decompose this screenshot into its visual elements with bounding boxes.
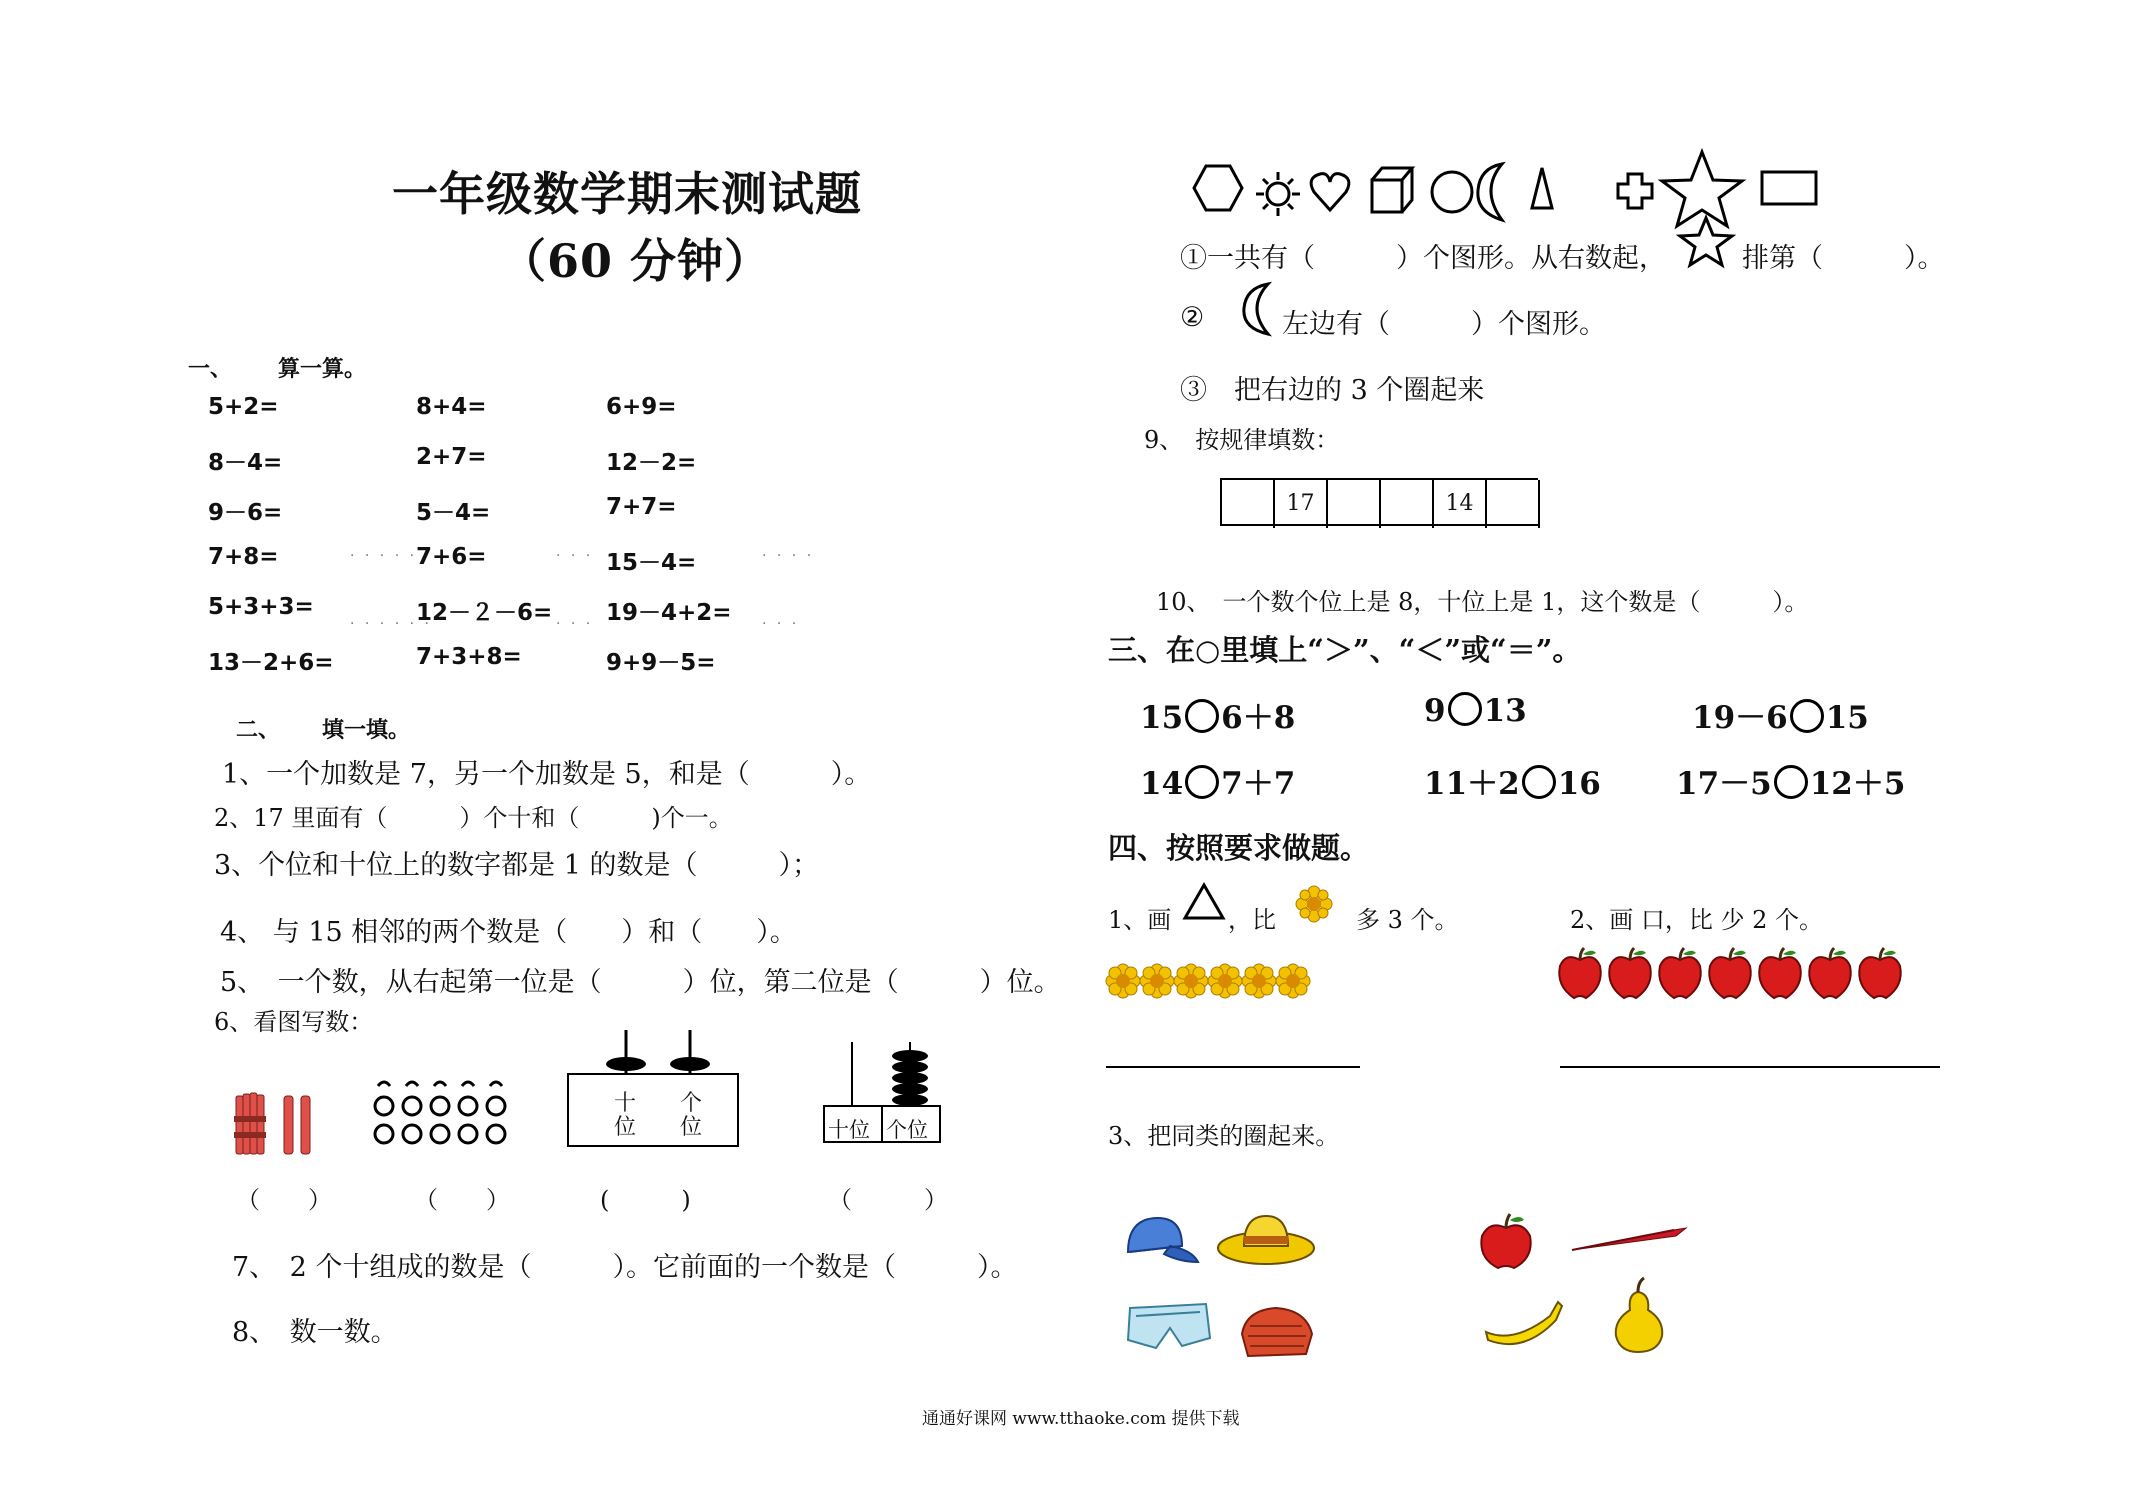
- calc-problem: 2+7=: [416, 444, 487, 470]
- s4-q1-a: 1、画: [1108, 906, 1172, 934]
- flower-icon: [1140, 964, 1174, 998]
- compare-left: 19－6: [1692, 700, 1788, 736]
- dots: · · · · ·: [350, 548, 418, 564]
- rectangle-icon: [1762, 172, 1816, 204]
- compare-right: 13: [1483, 693, 1527, 729]
- heart-icon: [1311, 174, 1349, 210]
- apple-icon: [1659, 948, 1700, 998]
- sequence-cell: 17: [1275, 480, 1328, 528]
- page-title: 一年级数学期末测试题: [392, 167, 862, 221]
- sweater-icon[interactable]: [1236, 1304, 1316, 1360]
- abacus-label-ten-1: 十: [614, 1091, 637, 1116]
- sequence-cell[interactable]: [1328, 480, 1381, 528]
- calc-problem: 12－２－6=: [416, 600, 553, 626]
- triangle-icon: [1182, 882, 1226, 922]
- blank-2[interactable]: （ ）: [414, 1186, 510, 1214]
- compare-right: 15: [1825, 700, 1869, 736]
- section2-name: 填一填。: [322, 717, 411, 743]
- compare-circle[interactable]: [1448, 692, 1482, 726]
- apple-icon[interactable]: [1476, 1212, 1536, 1272]
- triangle-icon: [1532, 168, 1552, 208]
- fill-q2: 2、17 里面有（ ）个十和（ )个一。: [214, 804, 733, 832]
- compare-right: 6＋8: [1221, 700, 1296, 736]
- calc-problem: 13－2+6=: [208, 650, 334, 676]
- section3-heading: 三、在○里填上“＞”、“＜”或“＝”。: [1108, 633, 1582, 667]
- calc-problem: 19－4+2=: [606, 600, 732, 626]
- calc-problem: 9+9－5=: [606, 650, 716, 676]
- compare-item-4: [1140, 758, 1295, 803]
- shape-row-icon: [1190, 150, 1810, 226]
- compare-left: 15: [1140, 700, 1184, 736]
- compare-item-5: [1424, 758, 1601, 803]
- abacus-label-one-2: 位: [680, 1115, 703, 1140]
- abacus-label-one-1: 个: [680, 1091, 703, 1116]
- compare-left: 9: [1424, 693, 1446, 729]
- flower-icon: [1174, 964, 1208, 998]
- dots: · · ·: [762, 616, 800, 632]
- cap-icon[interactable]: [1120, 1212, 1200, 1272]
- apple-icon: [1809, 948, 1850, 998]
- compare-item-2: [1424, 692, 1527, 729]
- abacus-label-ten-2: 位: [614, 1115, 637, 1140]
- compare-right: 16: [1557, 766, 1601, 802]
- sequence-cell[interactable]: [1381, 480, 1434, 528]
- stick-bundle-icon: [234, 1090, 324, 1160]
- sequence-cell[interactable]: [1487, 480, 1540, 528]
- apple-icon: [1559, 948, 1600, 998]
- flower-icon: [1276, 964, 1310, 998]
- compare-circle[interactable]: [1185, 699, 1219, 733]
- sun-icon: [1256, 172, 1300, 216]
- blank-4[interactable]: （ ）: [828, 1186, 948, 1214]
- moon-icon: [1478, 164, 1502, 220]
- compare-left: 11＋2: [1424, 766, 1520, 802]
- fill-q6: 6、看图写数：: [214, 1008, 374, 1036]
- sequence-cell: 14: [1434, 480, 1487, 528]
- cross-icon: [1618, 174, 1652, 208]
- q8-part1-a: ①一共有（ ）个图形。从右数起，: [1180, 243, 1666, 274]
- flower-icon: [1208, 964, 1242, 998]
- flower-icon: [1106, 964, 1140, 998]
- compare-left: 17－5: [1676, 766, 1772, 802]
- hexagon-icon: [1194, 166, 1242, 210]
- cube-icon: [1372, 168, 1412, 212]
- calc-problem: 6+9=: [606, 394, 677, 420]
- q9-label: 9、 按规律填数：: [1144, 426, 1340, 454]
- q8-part2-num: ②: [1180, 302, 1205, 333]
- answer-line[interactable]: [1106, 1066, 1360, 1068]
- answer-line[interactable]: [1560, 1066, 1940, 1068]
- calc-problem: 7+8=: [208, 544, 279, 570]
- s4-q2: 2、画 口，比 少 2 个。: [1570, 906, 1824, 934]
- calc-problem: 7+3+8=: [416, 644, 522, 670]
- fill-q7: 7、 2 个十组成的数是（ ）。它前面的一个数是（ ）。: [232, 1252, 1018, 1283]
- sequence-cell[interactable]: [1222, 480, 1275, 528]
- flower-icon: [1296, 886, 1332, 922]
- fill-q8: 8、 数一数。: [232, 1317, 398, 1348]
- apple-icon: [1709, 948, 1750, 998]
- q8-part3: ③ 把右边的 3 个圈起来: [1180, 375, 1485, 406]
- pear-icon[interactable]: [1608, 1276, 1670, 1356]
- fill-q4: 4、 与 15 相邻的两个数是（ ）和（ ）。: [220, 917, 797, 948]
- apple-row-icon: [1556, 946, 1906, 1002]
- abacus2-label-one: 个位: [886, 1118, 928, 1142]
- abacus2-label-ten: 十位: [828, 1118, 870, 1142]
- moon-icon: [1238, 282, 1278, 338]
- compare-item-6: [1676, 758, 1905, 803]
- section4-heading: 四、按照要求做题。: [1108, 831, 1370, 865]
- apple-icon: [1609, 948, 1650, 998]
- compare-right: 7＋7: [1221, 766, 1296, 802]
- compare-circle[interactable]: [1185, 765, 1219, 799]
- calc-problem: 5－4=: [416, 500, 491, 526]
- circle-icon: [1432, 172, 1472, 212]
- apple-icon: [1759, 948, 1800, 998]
- banana-icon[interactable]: [1484, 1298, 1564, 1348]
- fill-q1: 1、一个加数是 7，另一个加数是 5，和是（ ）。: [222, 759, 872, 790]
- bead-counters-icon: [372, 1076, 520, 1150]
- calc-problem: 9－6=: [208, 500, 283, 526]
- calc-problem: 15－4=: [606, 550, 697, 576]
- calc-problem: 7+7=: [606, 494, 677, 520]
- star-icon: [1662, 152, 1742, 226]
- fill-q5: 5、 一个数，从右起第一位是（ ）位，第二位是（ ）位。: [220, 967, 1061, 998]
- apple-icon: [1859, 948, 1900, 998]
- flower-row-icon: [1106, 964, 1316, 1000]
- star-icon: [1676, 216, 1736, 268]
- q8-part2: 左边有（ ）个图形。: [1282, 309, 1606, 340]
- compare-left: 14: [1140, 766, 1184, 802]
- dots: · · ·: [556, 616, 594, 632]
- compare-right: 12＋5: [1809, 766, 1906, 802]
- dots: · · · · · ·: [350, 616, 432, 632]
- sequence-boxes: [1220, 478, 1538, 526]
- pencil-icon[interactable]: [1570, 1224, 1690, 1254]
- compare-circle[interactable]: [1790, 699, 1824, 733]
- straw-hat-icon[interactable]: [1216, 1206, 1318, 1270]
- q8-part1-b: 排第（ ）。: [1742, 243, 1945, 274]
- section1-name: 算一算。: [278, 356, 367, 382]
- abacus-icon: [566, 1026, 742, 1150]
- fill-q3: 3、个位和十位上的数字都是 1 的数是（ ）；: [214, 850, 820, 881]
- s4-q1-b: ，比: [1228, 906, 1276, 934]
- blank-3[interactable]: ( ): [600, 1186, 691, 1214]
- section2-label: 二、: [236, 717, 281, 743]
- dots: · · · ·: [762, 548, 815, 564]
- dots: · · ·: [556, 548, 594, 564]
- section1-label: 一、: [188, 356, 233, 382]
- s4-q3: 3、把同类的圈起来。: [1108, 1122, 1340, 1150]
- compare-item-3: [1692, 692, 1869, 737]
- calc-problem: 5+2=: [208, 394, 279, 420]
- footer: 通通好课网 www.tthaoke.com 提供下载: [922, 1409, 1240, 1429]
- q10: 10、 一个数个位上是 8，十位上是 1，这个数是（ ）。: [1156, 588, 1809, 616]
- page-subtitle: （60 分钟）: [500, 234, 772, 288]
- calc-problem: 8+4=: [416, 394, 487, 420]
- compare-circle[interactable]: [1522, 765, 1556, 799]
- calc-problem: 7+6=: [416, 544, 487, 570]
- compare-item-1: [1140, 692, 1295, 737]
- shorts-icon[interactable]: [1126, 1302, 1212, 1352]
- calc-problem: 5+3+3=: [208, 594, 314, 620]
- compare-circle[interactable]: [1774, 765, 1808, 799]
- calc-problem: 12－2=: [606, 450, 697, 476]
- calc-problem: 8－4=: [208, 450, 283, 476]
- s4-q1-c: 多 3 个。: [1356, 906, 1459, 934]
- flower-icon: [1242, 964, 1276, 998]
- blank-1[interactable]: （ ）: [236, 1186, 332, 1214]
